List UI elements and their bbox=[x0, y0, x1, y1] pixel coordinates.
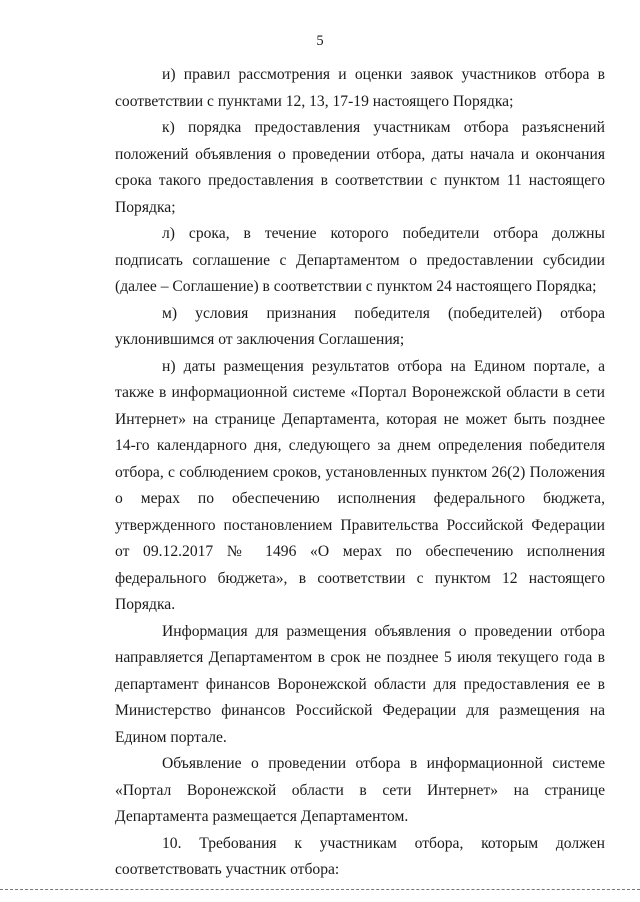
paragraph-announcement-info: Информация для размещения объявления о проведении отбора направляется Департаментом в срок не позднее 5 июля текущего года в департамент финансов Воронежской области для предоставления ее в Министерство финансов Российской Федерации для размещения на Едином портале. bbox=[115, 622, 605, 746]
paragraph-item-l: л) срока, в течение которого победители отбора должны подписать соглашение с Департаментом о предоставлении субсидии (далее – Соглашение) в соответствии с пунктом 24 настоящего Порядка; bbox=[115, 225, 605, 295]
page-number: 5 bbox=[316, 33, 324, 49]
scan-edge-line bbox=[0, 889, 640, 890]
paragraph-item-i: и) правил рассмотрения и оценки заявок участников отбора в соответствии с пунктами 12, 13, 17-19 настоящего Порядка; bbox=[115, 66, 605, 110]
paragraph-item-m: м) условия признания победителя (победителей) отбора уклонившимся от заключения Соглашения; bbox=[115, 304, 605, 348]
paragraph-item-k: к) порядка предоставления участникам отбора разъяснений положений объявления о проведении отбора, даты начала и окончания срока такого предоставления в соответствии с пунктом 11 настоящего Порядка; bbox=[115, 119, 605, 216]
paragraph-section-10-heading: 10. Требования к участникам отбора, которым должен соответствовать участник отбора: bbox=[115, 834, 605, 878]
paragraph-item-n: н) даты размещения результатов отбора на Едином портале, а также в информационной системе «Портал Воронежской области в сети Интернет» на странице Департамента, которая не может быть позднее 14-го календарного дня, следующего за днем определения победителя отбора, с соблюдением сроков, установленных пунктом 26(2) Положения о мерах по обеспечению исполнения федерального бюджета, утвержденного постановлением Правительства Российской Федерации от 09.12.2017 № 1496 «О мерах по обеспечению исполнения федерального бюджета», в соответствии с пунктом 12 настоящего Порядка. bbox=[115, 357, 605, 613]
document-body bbox=[115, 62, 605, 884]
paragraph-announcement-portal: Объявление о проведении отбора в информационной системе «Портал Воронежской области в сети Интернет» на странице Департамента размещается Департаментом. bbox=[115, 755, 605, 825]
